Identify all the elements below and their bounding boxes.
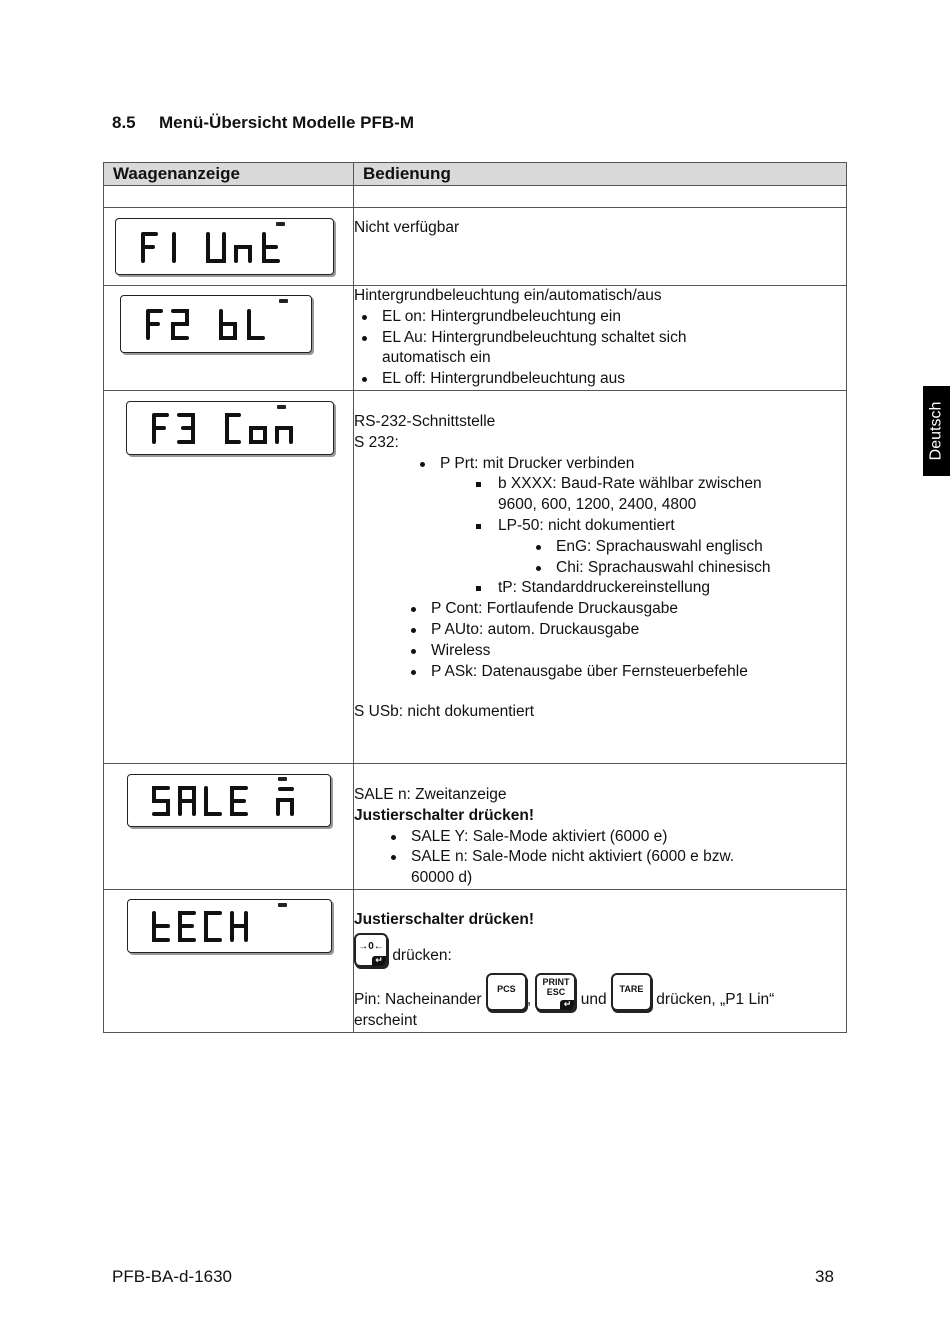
lcd-digits-tech (128, 900, 331, 952)
list-item: LP-50: nicht dokumentiert (498, 516, 846, 537)
f3-line2: S 232: (354, 433, 399, 451)
list-item-continuation: 9600, 600, 1200, 2400, 4800 (498, 496, 697, 514)
operation-cell (354, 889, 847, 1032)
list-item: EL Au: Hintergrundbeleuchtung schaltet sich (382, 328, 846, 349)
display-cell (104, 889, 354, 1032)
language-side-tab (923, 386, 950, 476)
list-item: P Cont: Fortlaufende Druckausgabe (431, 599, 846, 620)
footer-document-id: PFB-BA-d-1630 (112, 1267, 232, 1286)
operation-cell (354, 286, 847, 391)
display-cell (104, 208, 354, 286)
list-item: P Prt: mit Drucker verbinden (440, 454, 846, 475)
lcd-display-sale (127, 774, 331, 827)
list-item: tP: Standarddruckereinstellung (498, 578, 846, 599)
pin-end: erscheint (354, 1011, 417, 1029)
output-mode-list (431, 599, 846, 682)
operation-cell (354, 391, 847, 764)
table-header-row (104, 163, 847, 186)
lcd-digits-f2 (121, 296, 311, 352)
f1-text: Nicht verfügbar (354, 219, 460, 236)
printer-sublist-2 (498, 578, 846, 599)
pcs-key-label: PCS (497, 983, 516, 994)
tare-key-icon (611, 973, 652, 1011)
list-item: P AUto: autom. Druckausgabe (431, 620, 846, 641)
empty-row (104, 186, 847, 208)
display-cell (104, 286, 354, 391)
sale-line1: SALE n: Zweitanzeige (354, 786, 507, 803)
list-item: b XXXX: Baud-Rate wählbar zwischen (498, 474, 846, 495)
table-row (104, 764, 847, 890)
list-item: SALE n: Sale-Mode nicht aktiviert (6000 e bzw. (411, 847, 846, 868)
list-item: P ASk: Datenausgabe über Fernsteuerbefehle (431, 662, 846, 683)
pin-line (354, 973, 846, 1011)
f3-usb: S USb: nicht dokumentiert (354, 703, 535, 721)
pin-comma: , (526, 990, 532, 1008)
list-item: EnG: Sprachauswahl englisch (556, 537, 846, 558)
print-esc-key-icon (535, 973, 576, 1011)
f2-intro: Hintergrundbeleuchtung ein/automatisch/aus (354, 287, 662, 304)
language-sublist (556, 537, 846, 579)
list-item: EL on: Hintergrundbeleuchtung ein (382, 307, 846, 328)
pin-prefix: Pin: Nacheinander (354, 990, 482, 1008)
f3-line1: RS-232-Schnittstelle (354, 413, 496, 430)
table-row (104, 208, 847, 286)
lcd-display-f3 (126, 401, 334, 455)
section-number: 8.5 (112, 113, 136, 132)
zero-key-icon (354, 933, 388, 967)
lcd-display-f1 (115, 218, 334, 275)
lcd-display-f2 (120, 295, 312, 353)
list-item-continuation: 60000 d) (411, 869, 473, 887)
sale-list (411, 827, 846, 889)
enter-arrow-icon: ↵ (560, 1000, 574, 1010)
list-item: Wireless (431, 641, 846, 662)
display-cell (104, 391, 354, 764)
press-text: drücken: (392, 946, 452, 964)
lcd-digits-f1 (116, 219, 333, 274)
operation-cell (354, 208, 847, 286)
pin-and: und (580, 990, 607, 1008)
enter-arrow-icon: ↵ (372, 956, 386, 966)
zero-key-label: →0← (358, 940, 384, 952)
menu-overview-table (103, 162, 847, 1033)
print-key-label: PRINT (542, 976, 570, 987)
esc-key-label: ESC (546, 986, 566, 997)
list-item: EL off: Hintergrundbeleuchtung aus (382, 369, 846, 390)
list-item: Chi: Sprachauswahl chinesisch (556, 558, 846, 579)
printer-sublist (498, 474, 846, 536)
header-operation: Bedienung (354, 163, 847, 186)
tare-key-label: TARE (619, 983, 644, 994)
lcd-digits-f3 (127, 402, 333, 454)
operation-cell (354, 764, 847, 890)
header-display: Waagenanzeige (104, 163, 354, 186)
pin-suffix: drücken, „P1 Lin“ (656, 990, 775, 1008)
tech-warning: Justierschalter drücken! (354, 910, 535, 928)
language-label: Deutsch (927, 401, 945, 461)
tech-zero-line (354, 933, 846, 967)
list-item: SALE Y: Sale-Mode aktiviert (6000 e) (411, 827, 846, 848)
table-row (104, 391, 847, 764)
f2-option-list (382, 307, 846, 390)
lcd-digits-sale (128, 775, 330, 826)
table-row (104, 889, 847, 1032)
table-row (104, 286, 847, 391)
section-title: Menü-Übersicht Modelle PFB-M (159, 113, 415, 132)
lcd-display-tech (127, 899, 332, 953)
footer-page-number: 38 (815, 1267, 834, 1286)
display-cell (104, 764, 354, 890)
sale-warning: Justierschalter drücken! (354, 806, 535, 824)
s232-list (440, 454, 846, 475)
section-heading (112, 113, 414, 133)
list-item-continuation: automatisch ein (382, 349, 491, 367)
pcs-key-icon (486, 973, 527, 1011)
